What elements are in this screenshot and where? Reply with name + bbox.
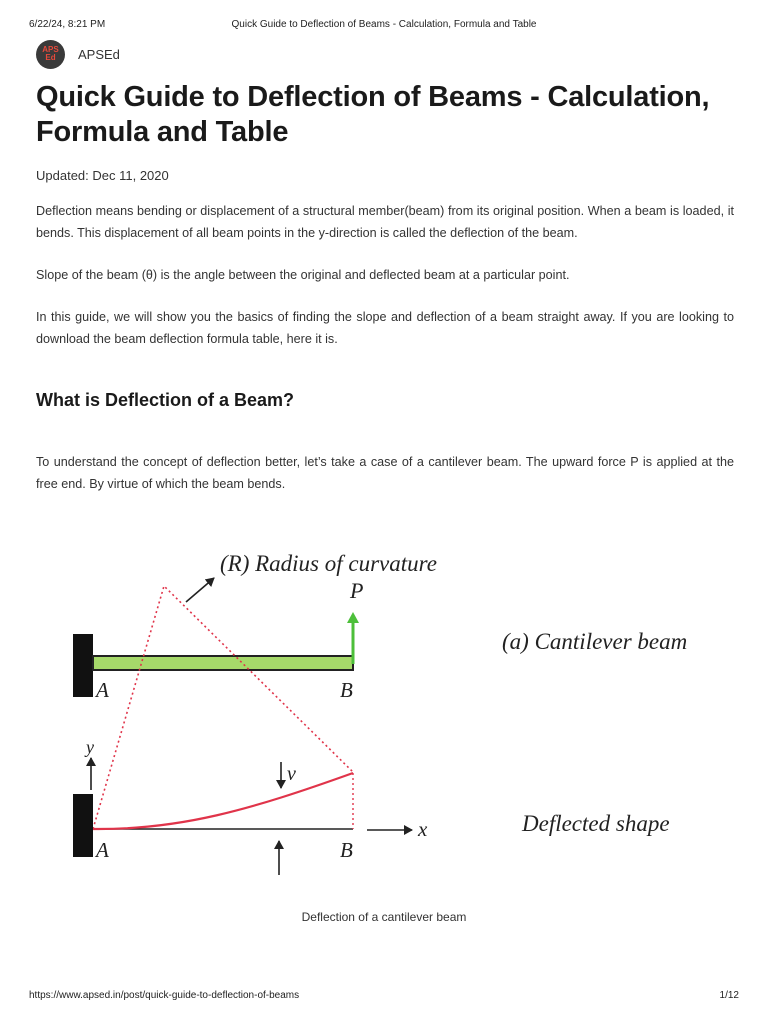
print-header: [29, 19, 739, 33]
print-footer: [29, 990, 739, 1004]
cantilever-label: (a) Cantilever beam: [502, 629, 688, 654]
avatar-text-top: APS: [42, 45, 59, 54]
force-label: P: [350, 578, 364, 603]
updated-date: Updated: Dec 11, 2020: [36, 168, 169, 183]
print-url[interactable]: https://www.apsed.in/post/quick-guide-to-deflection-of-beams: [29, 990, 300, 1001]
author-name[interactable]: APSEd: [78, 46, 120, 62]
author-block[interactable]: [36, 38, 120, 70]
print-date: 6/22/24, 8:21 PM: [29, 19, 106, 30]
point-b-bottom: B: [340, 838, 353, 862]
paragraph-guide-intro: In this guide, we will show you the basics of finding the slope and deflection of a beam straight away. If you are looking to download the beam deflection formula table, here it is.: [36, 310, 734, 346]
wall-support-top: [73, 634, 93, 697]
point-a-bottom: A: [96, 838, 109, 862]
cantilever-beam-figure: [0, 540, 768, 890]
paragraph-deflection-definition: Deflection means bending or displacement of a structural member(beam) from its original position. When a beam is loaded, it bends. This displacement of all beam points in the y-direction is called the deflection of the beam.: [36, 204, 734, 240]
wall-support-bottom: [73, 794, 93, 857]
radius-lines: [93, 586, 353, 829]
page-number: 1/12: [719, 990, 739, 1001]
cantilever-beam: [93, 656, 353, 670]
figure-caption: Deflection of a cantilever beam: [301, 910, 467, 924]
x-axis-label: x: [418, 817, 428, 841]
print-title: Quick Guide to Deflection of Beams - Calculation, Formula and Table: [231, 19, 537, 30]
section-heading: What is Deflection of a Beam?: [36, 390, 295, 410]
y-axis-label: y: [86, 737, 94, 757]
point-b-top: B: [340, 678, 353, 702]
deflected-shape-label: Deflected shape: [522, 811, 670, 836]
deflection-symbol: v: [287, 763, 296, 785]
point-a-top: A: [96, 678, 109, 702]
avatar-text-bottom: Ed: [45, 53, 56, 62]
page-title: Quick Guide to Deflection of Beams - Calculation, Formula and Table: [36, 81, 710, 148]
paragraph-cantilever-intro: To understand the concept of deflection better, let’s take a case of a cantilever beam. The upward force P is applied at the free end. By virtue of which the beam bends.: [36, 455, 734, 491]
deflected-curve: [93, 773, 353, 829]
article: [36, 80, 734, 495]
radius-pointer-arrow: [186, 578, 214, 602]
avatar[interactable]: [36, 40, 65, 69]
paragraph-slope-definition: Slope of the beam (θ) is the angle between the original and deflected beam at a particular point.: [36, 268, 570, 282]
radius-label: (R) Radius of curvature: [220, 551, 437, 576]
